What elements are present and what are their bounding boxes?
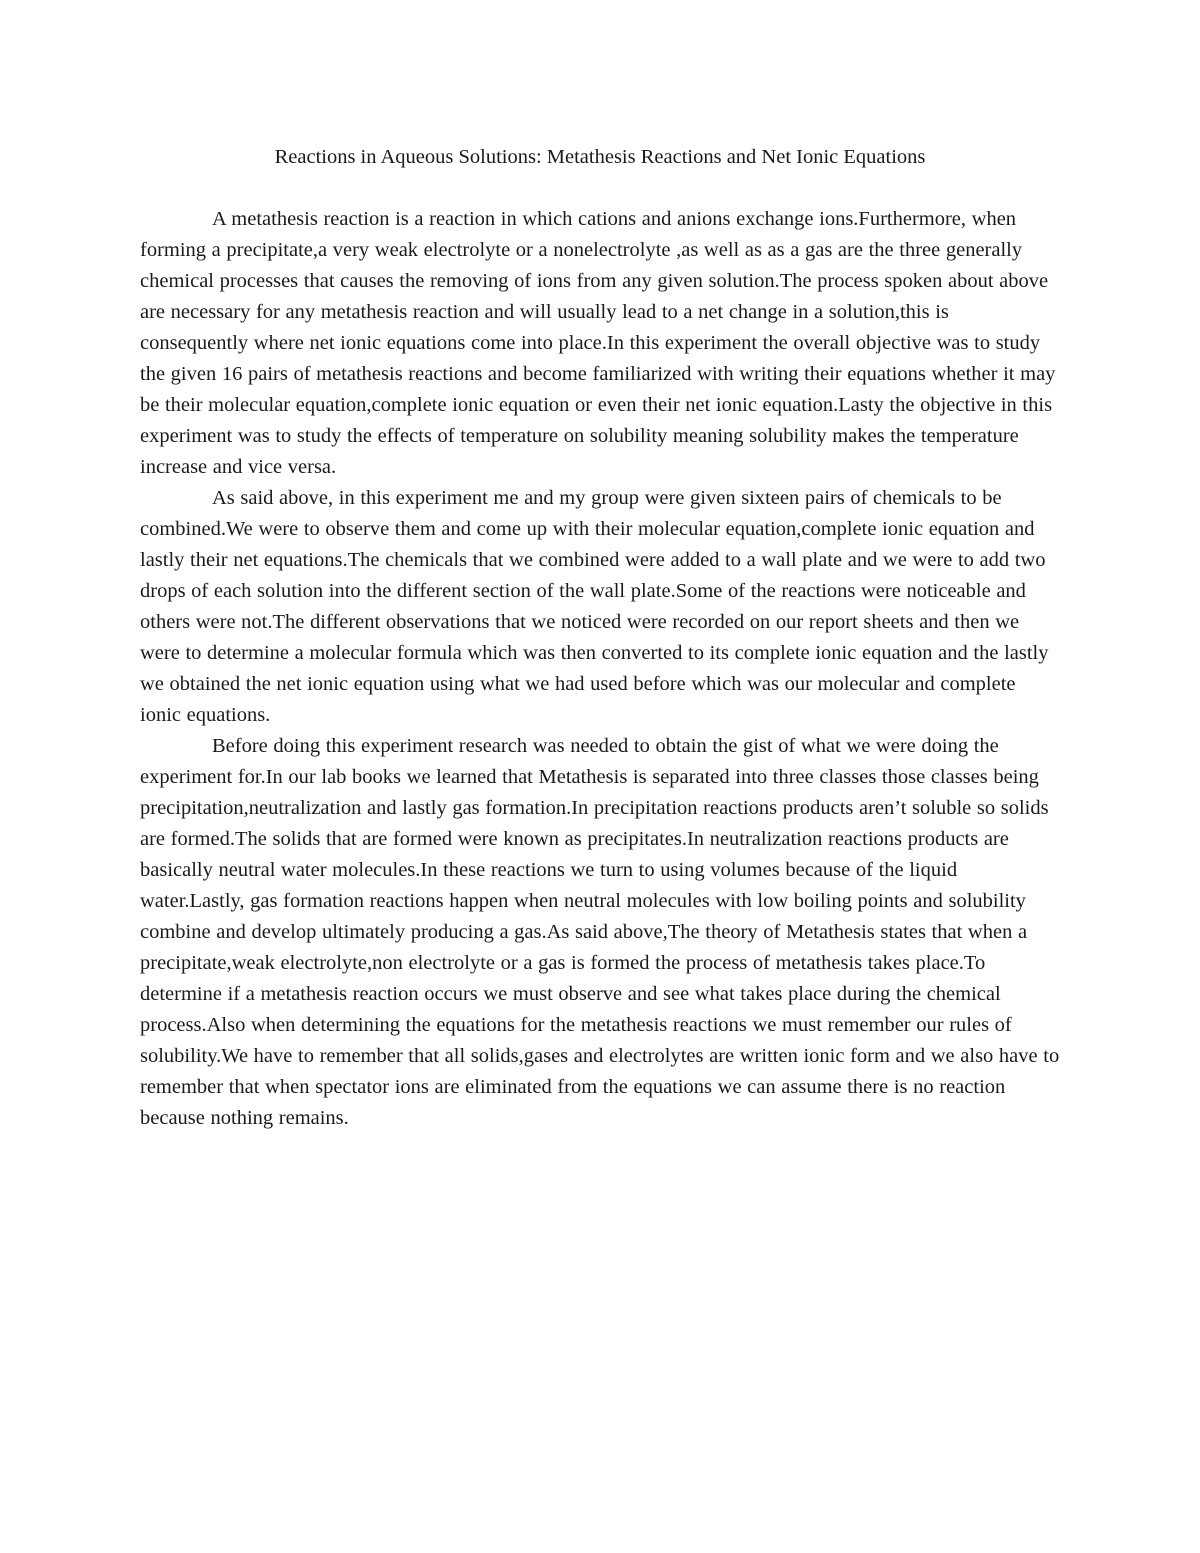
document-body	[140, 140, 1060, 1134]
paragraph-introduction: A metathesis reaction is a reaction in which cations and anions exchange ions.Furthermore, when forming a precipitate,a very weak electrolyte or a nonelectrolyte ,as well as as a gas are the three generally chemical processes that causes the removing of ions from any given solution.The process spoken about above are necessary for any metathesis reaction and will usually lead to a net change in a solution,this is consequently where net ionic equations come into place.In this experiment the overall objective was to study the given 16 pairs of metathesis reactions and become familiarized with writing their equations whether it may be their molecular equation,complete ionic equation or even their net ionic equation.Lasty the objective in this experiment was to study the effects of temperature on solubility meaning solubility makes the temperature increase and vice versa.	[140, 208, 1056, 478]
paragraph-procedure: As said above, in this experiment me and my group were given sixteen pairs of chemicals to be combined.We were to observe them and come up with their molecular equation,complete ionic equation and lastly their net equations.The chemicals that we combined were added to a wall plate and we were to add two drops of each solution into the different section of the wall plate.Some of the reactions were noticeable and others were not.The different observations that we noticed were recorded on our report sheets and then we were to determine a molecular formula which was then converted to its complete ionic equation and the lastly we obtained the net ionic equation using what we had used before which was our molecular and complete ionic equations.	[140, 487, 1049, 726]
paragraph-background: Before doing this experiment research was needed to obtain the gist of what we were doing the experiment for.In our lab books we learned that Metathesis is separated into three classes those classes being precipitation,neutralization and lastly gas formation.In precipitation reactions products aren’t soluble so solids are formed.The solids that are formed were known as precipitates.In neutralization reactions products are basically neutral water molecules.In these reactions we turn to using volumes because of the liquid water.Lastly, gas formation reactions happen when neutral molecules with low boiling points and solubility combine and develop ultimately producing a gas.As said above,The theory of Metathesis states that when a precipitate,weak electrolyte,non electrolyte or a gas is formed the process of metathesis takes place.To determine if a metathesis reaction occurs we must observe and see what takes place during the chemical process.Also when determining the equations for the metathesis reactions we must remember our rules of solubility.We have to remember that all solids,gases and electrolytes are written ionic form and we also have to remember that when spectator ions are eliminated from the equations we can assume there is no reaction because nothing remains.	[140, 735, 1060, 1129]
document-title: Reactions in Aqueous Solutions: Metathesis Reactions and Net Ionic Equations	[274, 146, 926, 168]
